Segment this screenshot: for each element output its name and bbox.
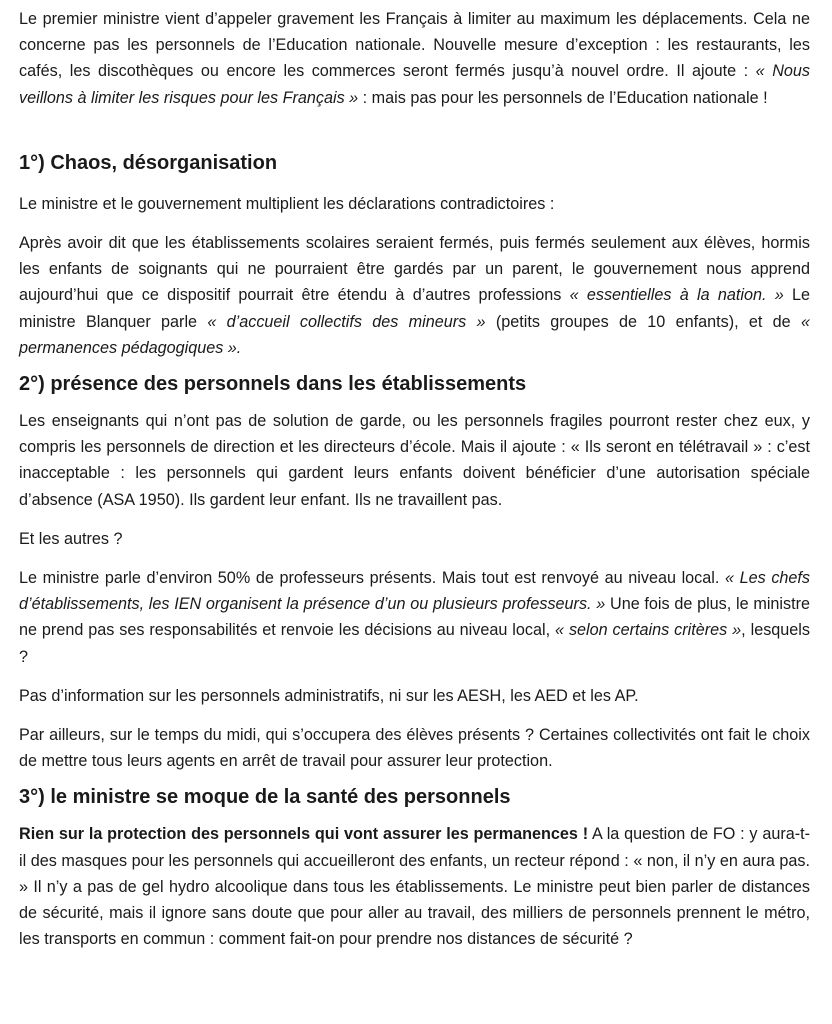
s2p3-quote-2: « selon certains critères » [555,621,742,640]
section-1-heading: 1°) Chaos, désorganisation [19,151,278,174]
s1p2-text-2: Le ministre Blanquer parle [19,286,810,331]
section-2-paragraph-4: Pas d’information sur les personnels administratifs, ni sur les AESH, les AED et les AP. [19,686,639,705]
intro-quote: « Nous veillons à limiter les risques pour les Français » [19,62,810,107]
s1p2-text-1: Après avoir dit que les établissements scolaires seraient fermés, puis fermés seulement aux élèves, hormis les enfants de soignants qui ne pourraient être gardés par un parent, le gouvernement nous apprend aujourd’hui que ce dispositif pourrait être étendu à d’autres professions [19,234,810,305]
s2p3-text-2: Une fois de plus, le ministre ne prend pas ses responsabilités et renvoie les décisions au niveau local, [19,595,810,640]
s1p2-text-3: (petits groupes de 10 enfants), et de [485,312,801,331]
s3p1-bold: Rien sur la protection des personnels qui vont assurer les permanences ! [19,825,589,844]
s2p3-quote-1: « Les chefs d’établissements, les IEN organisent la présence d’un ou plusieurs professeurs. » [19,569,811,614]
intro-text-1: Le premier ministre vient d’appeler gravement les Français à limiter au maximum les déplacements. Cela ne concerne pas les personnels de l’Education nationale. Nouvelle mesure d’exception : les restaurants, les cafés, les discothèques ou encore les commerces seront fermés jusqu’à nouvel ordre. Il ajoute : [19,10,810,81]
section-2-paragraph-2: Et les autres ? [19,529,123,548]
section-2-paragraph-5: Par ailleurs, sur le temps du midi, qui s’occupera des élèves présents ? Certaines collectivités ont fait le choix de mettre tous leurs agents en arrêt de travail pour assurer leur protection. [19,726,810,771]
section-3-heading: 3°) le ministre se moque de la santé des personnels [19,786,511,809]
s1p2-quote-1: « essentielles à la nation. » [569,286,784,305]
intro-text-2: : mais pas pour les personnels de l’Education nationale ! [358,88,768,107]
section-2-heading: 2°) présence des personnels dans les établissements [19,373,527,396]
section-3-paragraph-1 [19,821,810,952]
section-1-paragraph-2 [19,230,810,361]
s1p2-quote-3: « permanences pédagogiques ». [19,312,810,357]
s2p3-text-3: , lesquels ? [19,621,810,666]
intro-paragraph [19,6,810,111]
s2p3-text-1: Le ministre parle d’environ 50% de professeurs présents. Mais tout est renvoyé au niveau local. [19,569,725,588]
s1p2-quote-2: « d’accueil collectifs des mineurs » [207,312,486,331]
section-2-paragraph-3 [19,565,810,670]
section-2-paragraph-1: Les enseignants qui n’ont pas de solution de garde, ou les personnels fragiles pourront rester chez eux, y compris les personnels de direction et les directeurs d’école. Mais il ajoute : « Ils seront en télétravail » : c’est inacceptable : les personnels qui gardent leurs enfants doivent bénéficier d’une autorisation spéciale d’absence (ASA 1950). Ils gardent leur enfant. Ils ne travaillent pas. [19,412,810,509]
s3p1-text-1: A la question de FO : y aura-t-il des masques pour les personnels qui accueilleront des enfants, un recteur répond : « non, il n’y en aura pas. » Il n’y a pas de gel hydro alcoolique dans tous les établissements. Le ministre peut bien parler de distances de sécurité, mais il ignore sans doute que pour aller au travail, des milliers de personnels prennent le métro, les transports en commun : comment fait-on pour prendre nos distances de sécurité ? [19,825,810,949]
section-1-paragraph-1: Le ministre et le gouvernement multiplient les déclarations contradictoires : [19,194,555,213]
